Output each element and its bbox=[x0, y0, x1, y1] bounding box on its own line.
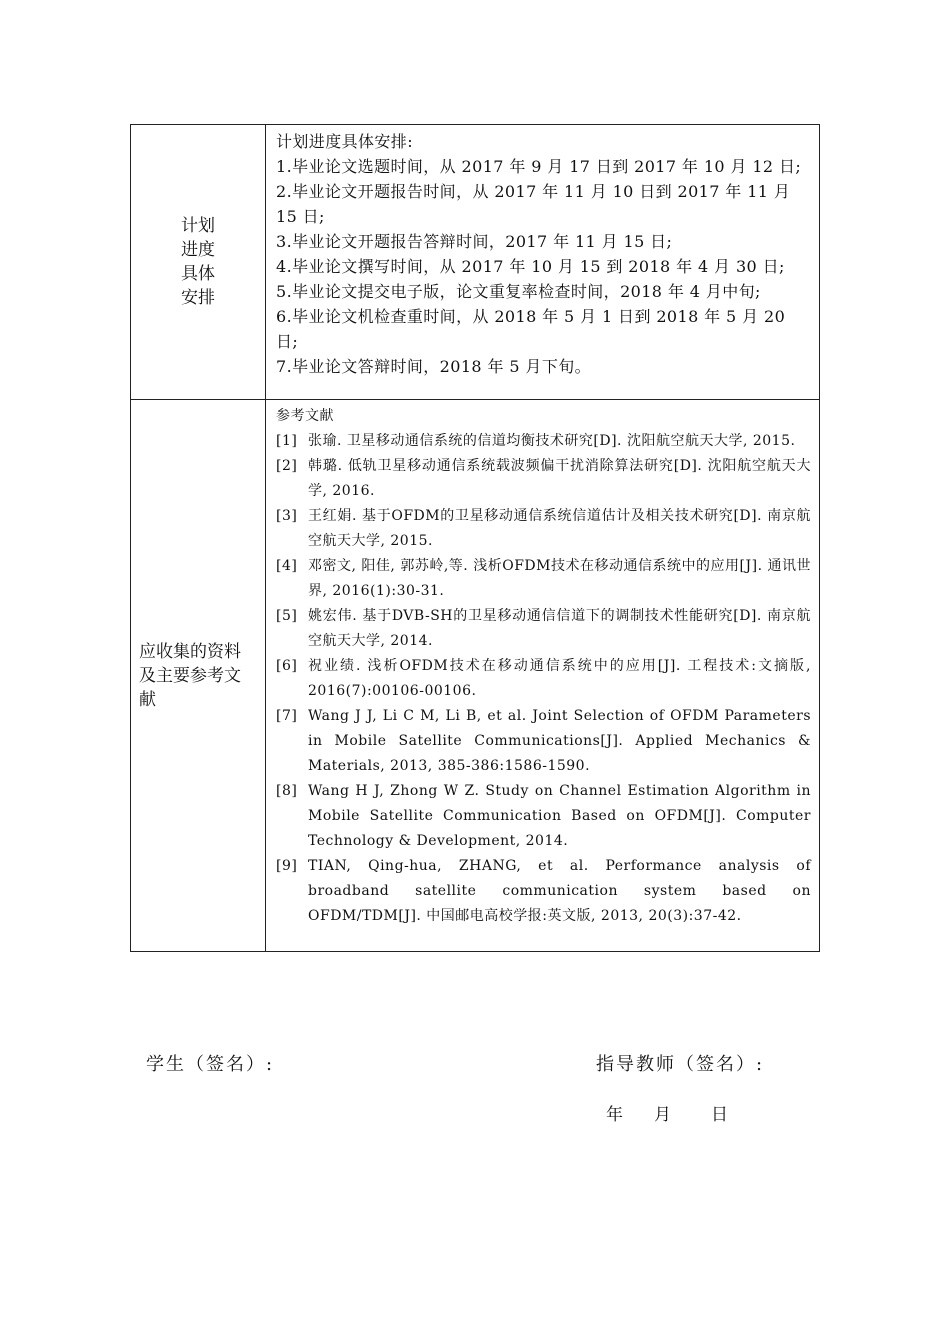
schedule-label-cell bbox=[131, 125, 266, 400]
reference-text: 姚宏伟. 基于DVB-SH的卫星移动通信信道下的调制技术性能研究[D]. 南京航空航天大学, 2014. bbox=[308, 608, 811, 649]
reference-item bbox=[276, 604, 811, 654]
reference-item bbox=[276, 429, 811, 454]
reference-item bbox=[276, 704, 811, 779]
reference-item bbox=[276, 504, 811, 554]
schedule-item: 4.毕业论文撰写时间，从 2017 年 10 月 15 到 2018 年 4 月 30 日; bbox=[276, 257, 785, 276]
schedule-item: 6.毕业论文机检查重时间，从 2018 年 5 月 1 日到 2018 年 5 月 20 日; bbox=[276, 307, 786, 351]
schedule-item: 1.毕业论文选题时间，从 2017 年 9 月 17 日到 2017 年 10 月 12 日; bbox=[276, 157, 802, 176]
schedule-item: 7.毕业论文答辩时间，2018 年 5 月下旬。 bbox=[276, 357, 592, 376]
reference-number: [6] bbox=[276, 658, 298, 674]
reference-number: [1] bbox=[276, 433, 298, 449]
proposal-form-table bbox=[130, 124, 820, 952]
schedule-item: 5.毕业论文提交电子版，论文重复率检查时间，2018 年 4 月中旬; bbox=[276, 282, 761, 301]
schedule-heading: 计划进度具体安排: bbox=[276, 132, 413, 151]
reference-text: TIAN, Qing-hua, ZHANG, et al. Performance analysis of broadband satellite communication system based on OFDM/TDM[J]. 中国邮电高校学报:英文版, 2013, 20(3):37-42. bbox=[308, 858, 811, 924]
reference-item bbox=[276, 779, 811, 854]
schedule-label-line: 进度 bbox=[181, 240, 215, 260]
reference-number: [5] bbox=[276, 608, 298, 624]
reference-text: 韩璐. 低轨卫星移动通信系统载波频偏干扰消除算法研究[D]. 沈阳航空航天大学, 2016. bbox=[308, 458, 811, 499]
reference-number: [2] bbox=[276, 458, 298, 474]
reference-item bbox=[276, 554, 811, 604]
reference-number: [9] bbox=[276, 858, 298, 874]
schedule-item: 2.毕业论文开题报告时间，从 2017 年 11 月 10 日到 2017 年 11 月 15 日; bbox=[276, 182, 791, 226]
advisor-signature-label: 指导教师（签名）: bbox=[596, 1054, 765, 1075]
reference-item bbox=[276, 454, 811, 504]
reference-text: Wang H J, Zhong W Z. Study on Channel Estimation Algorithm in Mobile Satellite Communication Based on OFDM[J]. Computer Technology & Development, 2014. bbox=[308, 783, 811, 849]
schedule-item: 3.毕业论文开题报告答辩时间，2017 年 11 月 15 日; bbox=[276, 232, 673, 251]
references-heading: 参考文献 bbox=[276, 408, 334, 424]
reference-number: [4] bbox=[276, 558, 298, 574]
reference-item bbox=[276, 854, 811, 929]
reference-number: [3] bbox=[276, 508, 298, 524]
references-row bbox=[131, 400, 820, 952]
references-label-cell: 应收集的资料及主要参考文献 bbox=[131, 400, 266, 952]
reference-text: 邓密文, 阳佳, 郭苏岭,等. 浅析OFDM技术在移动通信系统中的应用[J]. 通讯世界, 2016(1):30-31. bbox=[308, 558, 811, 599]
schedule-row bbox=[131, 125, 820, 400]
reference-text: 祝业绩. 浅析OFDM技术在移动通信系统中的应用[J]. 工程技术:文摘版, 2016(7):00106-00106. bbox=[308, 658, 811, 699]
reference-number: [8] bbox=[276, 783, 298, 799]
date-day-label: 日 bbox=[711, 1105, 728, 1125]
reference-text: Wang J J, Li C M, Li B, et al. Joint Selection of OFDM Parameters in Mobile Satellite Communications[J]. Applied Mechanics & Materials, 2013, 385-386:1586-1590. bbox=[308, 708, 811, 774]
reference-number: [7] bbox=[276, 708, 298, 724]
schedule-label-line: 计划 bbox=[181, 216, 215, 236]
date-month-label: 月 bbox=[654, 1105, 671, 1125]
schedule-label-line: 安排 bbox=[181, 288, 215, 308]
date-year-label: 年 bbox=[606, 1105, 623, 1125]
student-signature-label: 学生（签名）: bbox=[146, 1054, 275, 1075]
references-content-cell bbox=[266, 400, 820, 952]
reference-item bbox=[276, 654, 811, 704]
reference-text: 王红娟. 基于OFDM的卫星移动通信系统信道估计及相关技术研究[D]. 南京航空航天大学, 2015. bbox=[308, 508, 811, 549]
schedule-label-line: 具体 bbox=[181, 264, 215, 284]
schedule-content-cell bbox=[266, 125, 820, 400]
reference-text: 张瑜. 卫星移动通信系统的信道均衡技术研究[D]. 沈阳航空航天大学, 2015. bbox=[308, 433, 796, 449]
